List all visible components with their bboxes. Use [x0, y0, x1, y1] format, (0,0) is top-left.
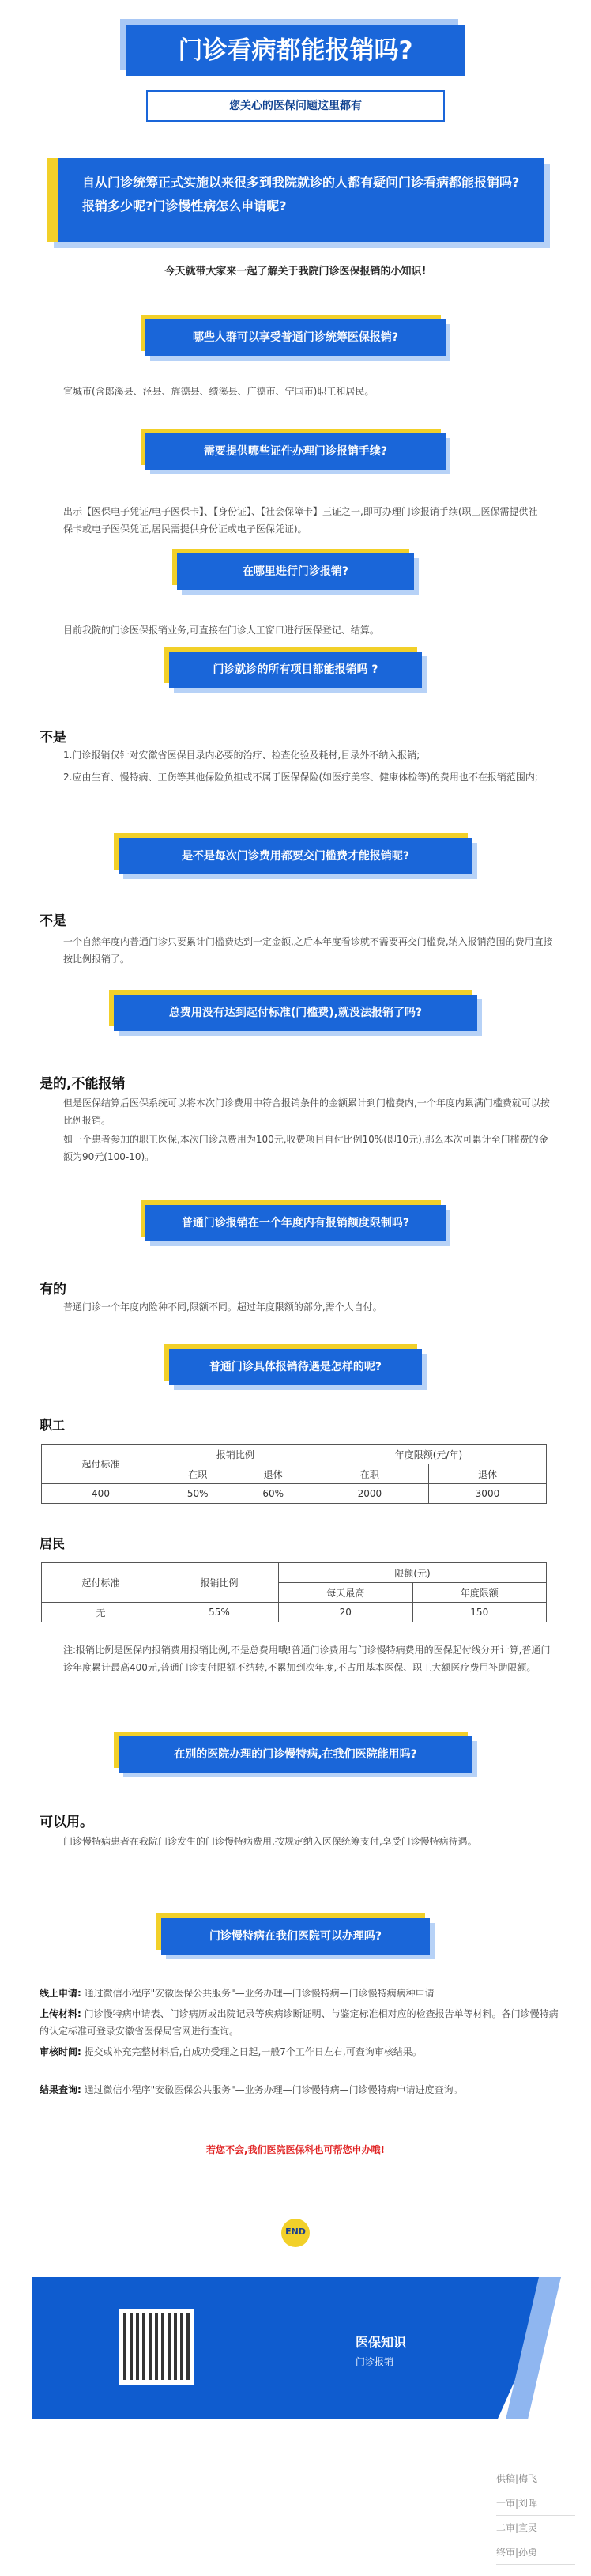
answer-other-hospital-short: 可以用。	[40, 1815, 93, 1830]
answer-documents: 出示【医保电子凭证/电子医保卡】、【身份证】、【社会保障卡】三证之一,即可办理门诊报销手续(职工医保需提供社保卡或电子医保凭证,居民需提供身份证或电子医保凭证)。	[63, 506, 538, 534]
worker-sub-ret-2: 退休	[428, 1464, 546, 1484]
worker-h-ratio: 报销比例	[160, 1445, 311, 1464]
credits	[496, 2467, 575, 2565]
worker-limit-ret: 3000	[428, 1484, 546, 1504]
question-annual-limit: 普通门诊报销在一个年度内有报销额度限制吗?	[145, 1205, 446, 1241]
worker-sub-in-2: 在职	[311, 1464, 428, 1484]
answer-all-items-short: 不是	[40, 730, 66, 746]
answer-who-eligible: 宣城市(含郎溪县、泾县、旌德县、绩溪县、广德市、宁国市)职工和居民。	[63, 386, 375, 397]
proc-review	[40, 2043, 561, 2060]
credit-author: 供稿|梅飞	[496, 2467, 575, 2491]
question-who-eligible: 哪些人群可以享受普通门诊统筹医保报销?	[145, 319, 446, 356]
answer-other-hospital: 门诊慢特病患者在我院门诊发生的门诊慢特病费用,按规定纳入医保统筹支付,享受门诊慢特病待遇。	[63, 1836, 477, 1847]
answer-threshold-each: 一个自然年度内普通门诊只要累计门槛费达到一定金额,之后本年度看诊就不需要再交门槛费,纳入报销范围的费用直接按比例报销了。	[63, 936, 553, 965]
resident-h-limit: 限额(元)	[279, 1563, 547, 1583]
intro-note: 今天就带大家来一起了解关于我院门诊医保报销的小知识!	[164, 266, 427, 278]
end-badge	[281, 2219, 310, 2247]
resident-table	[41, 1562, 547, 1622]
footer-banner	[32, 2277, 561, 2419]
resident-h-ratio: 报销比例	[160, 1563, 279, 1603]
answer-annual-limit: 普通门诊一个年度内险种不同,限额不同。超过年度限额的部分,需个人自付。	[63, 1301, 382, 1313]
credit-review-1: 一审|刘晖	[496, 2491, 575, 2516]
benefits-note: 注:报销比例是医保内报销费用报销比例,不是总费用哦!普通门诊费用与门诊慢特病费用的医保起付线分开计算,普通门诊年度累计最高400元,普通门诊支付限额不结转,不累加到次年度,不占用基本医保、职工大额医疗费用补助限额。	[63, 1645, 551, 1673]
answer-all-items-1: 1.门诊报销仅针对安徽省医保目录内必要的治疗、检查化验及耗材,目录外不纳入报销;	[63, 750, 420, 761]
proc-upload-text: 门诊慢特病申请表、门诊病历或出院记录等疾病诊断证明、与鉴定标准相对应的检查报告单等材料。各门诊慢特病的认定标准可登录安徽省医保局官网进行查询。	[40, 2008, 559, 2037]
question-threshold-each: 是不是每次门诊费用都要交门槛费才能报销呢?	[119, 838, 472, 874]
proc-review-label: 审核时间:	[40, 2046, 81, 2057]
proc-online-label: 线上申请:	[40, 1988, 81, 1999]
proc-online-text: 通过微信小程序"安徽医保公共服务"—业务办理—门诊慢特病—门诊慢特病病种申请	[84, 1988, 435, 1999]
worker-h-limit: 年度限额(元/年)	[311, 1445, 546, 1464]
proc-result-label: 结果查询:	[40, 2084, 81, 2095]
answer-threshold-each-short: 不是	[40, 913, 66, 929]
proc-upload	[40, 2005, 561, 2040]
qr-code-pattern	[123, 2313, 190, 2380]
banner-subtitle: 门诊报销	[356, 2356, 394, 2367]
question-apply-here: 门诊慢特病在我们医院可以办理吗?	[161, 1918, 430, 1955]
page-title: 门诊看病都能报销吗?	[126, 25, 465, 76]
worker-title: 职工	[40, 1418, 66, 1433]
proc-review-text: 提交或补充完整材料后,自成功受理之日起,一般7个工作日左右,可查询审核结果。	[84, 2046, 422, 2057]
answer-below-threshold-1: 但是医保结算后医保系统可以将本次门诊费用中符合报销条件的金额累计到门槛费内,一个年度内累满门槛费就可以按比例报销。	[63, 1097, 550, 1126]
qr-code[interactable]	[119, 2309, 194, 2385]
resident-start: 无	[42, 1603, 160, 1622]
page-subtitle: 您关心的医保问题这里都有	[146, 90, 445, 122]
answer-all-items-2: 2.应由生育、慢特病、工伤等其他保险负担或不属于医保保险(如医疗美容、健康体检等)的费用也不在报销范围内;	[63, 772, 538, 783]
answer-below-threshold-2: 如一个患者参加的职工医保,本次门诊总费用为100元,收费项目自付比例10%(即10元),那么本次可累计至门槛费的金额为90元(100-10)。	[63, 1134, 548, 1162]
proc-upload-label: 上传材料:	[40, 2008, 81, 2019]
worker-sub-ret-1: 退休	[235, 1464, 311, 1484]
worker-sub-in-1: 在职	[160, 1464, 235, 1484]
resident-ratio: 55%	[160, 1603, 279, 1622]
banner-title: 医保知识	[356, 2335, 407, 2350]
end-label: END	[285, 2227, 306, 2237]
question-documents: 需要提供哪些证件办理门诊报销手续?	[145, 433, 446, 470]
proc-result-text: 通过微信小程序"安徽医保公共服务"—业务办理—门诊慢特病—门诊慢特病申请进度查询。	[84, 2084, 463, 2095]
question-below-threshold: 总费用没有达到起付标准(门槛费),就没法报销了吗?	[114, 995, 477, 1031]
resident-sub-year: 年度限额	[412, 1583, 547, 1603]
resident-sub-daily: 每天最高	[279, 1583, 413, 1603]
answer-annual-limit-short: 有的	[40, 1282, 66, 1297]
resident-h-start: 起付标准	[42, 1563, 160, 1603]
question-all-items: 门诊就诊的所有项目都能报销吗 ?	[169, 652, 422, 688]
credit-review-2: 二审|宣灵	[496, 2516, 575, 2540]
answer-where: 目前我院的门诊医保报销业务,可直接在门诊人工窗口进行医保登记、结算。	[63, 625, 379, 636]
worker-ratio-ret: 60%	[235, 1484, 311, 1504]
question-where: 在哪里进行门诊报销?	[177, 553, 414, 590]
answer-below-threshold-short: 是的,不能报销	[40, 1076, 126, 1092]
help-note: 若您不会,我们医院医保科也可帮您申办哦!	[205, 2144, 386, 2155]
resident-year: 150	[412, 1603, 547, 1622]
worker-table	[41, 1444, 547, 1504]
proc-result	[40, 2081, 561, 2098]
resident-daily: 20	[279, 1603, 413, 1622]
question-benefits: 普通门诊具体报销待遇是怎样的呢?	[169, 1349, 422, 1385]
worker-start: 400	[42, 1484, 160, 1504]
banner-background	[32, 2277, 561, 2419]
proc-online	[40, 1985, 561, 2002]
credit-review-final: 终审|孙勇	[496, 2540, 575, 2565]
resident-title: 居民	[40, 1536, 66, 1551]
intro-box: 自从门诊统筹正式实施以来很多到我院就诊的人都有疑问门诊看病都能报销吗?报销多少呢?门诊慢性病怎么申请呢?	[47, 158, 544, 242]
question-other-hospital: 在别的医院办理的门诊慢特病,在我们医院能用吗?	[119, 1736, 472, 1773]
worker-h-start: 起付标准	[42, 1445, 160, 1484]
worker-limit-in: 2000	[311, 1484, 428, 1504]
worker-ratio-in: 50%	[160, 1484, 235, 1504]
